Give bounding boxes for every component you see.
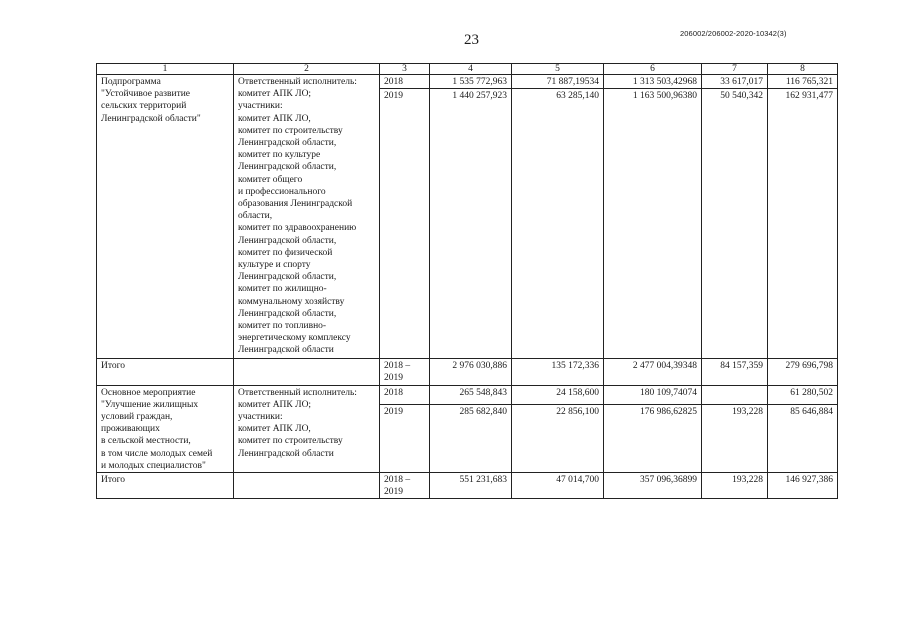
year-cell: 2019 <box>380 89 430 359</box>
measure-executors: Ответственный исполнитель: комитет АПК ЛО; участники: комитет АПК ЛО, комитет по строительству Ленинградской области <box>234 385 380 472</box>
empty-cell <box>234 359 380 385</box>
local-cell: 84 157,359 <box>702 359 768 385</box>
year-range-cell: 2018 – 2019 <box>380 359 430 385</box>
other-cell: 279 696,798 <box>768 359 838 385</box>
document-id: 206002/206002-2020-10342(3) <box>680 29 787 38</box>
page-number: 23 <box>464 32 479 48</box>
total-cell: 285 682,840 <box>430 405 512 473</box>
measure-name: Основное мероприятие "Улучшение жилищных условий граждан, проживающих в сельской местности, в том числе молодых семей и молодых специалистов" <box>97 385 234 472</box>
local-cell <box>702 385 768 404</box>
regional-cell: 176 986,62825 <box>604 405 702 473</box>
federal-cell: 22 856,100 <box>512 405 604 473</box>
empty-cell <box>234 473 380 499</box>
federal-cell: 71 887,19534 <box>512 75 604 89</box>
other-cell: 162 931,477 <box>768 89 838 359</box>
year-cell: 2018 <box>380 75 430 89</box>
column-header: 6 <box>604 64 702 75</box>
other-cell: 146 927,386 <box>768 473 838 499</box>
total-label: Итого <box>97 359 234 385</box>
column-header: 5 <box>512 64 604 75</box>
federal-cell: 47 014,700 <box>512 473 604 499</box>
table-row-total <box>97 359 838 385</box>
total-label: Итого <box>97 473 234 499</box>
regional-cell: 1 163 500,96380 <box>604 89 702 359</box>
total-cell: 551 231,683 <box>430 473 512 499</box>
subprogram-name: Подпрограмма "Устойчивое развитие сельских территорий Ленинградской области" <box>97 75 234 359</box>
other-cell: 61 280,502 <box>768 385 838 404</box>
column-header: 4 <box>430 64 512 75</box>
total-cell: 2 976 030,886 <box>430 359 512 385</box>
regional-cell: 2 477 004,39348 <box>604 359 702 385</box>
federal-cell: 135 172,336 <box>512 359 604 385</box>
column-header: 3 <box>380 64 430 75</box>
federal-cell: 63 285,140 <box>512 89 604 359</box>
other-cell: 116 765,321 <box>768 75 838 89</box>
column-header: 7 <box>702 64 768 75</box>
local-cell: 33 617,017 <box>702 75 768 89</box>
column-header: 8 <box>768 64 838 75</box>
total-cell: 1 440 257,923 <box>430 89 512 359</box>
local-cell: 50 540,342 <box>702 89 768 359</box>
table-row <box>97 385 838 404</box>
column-header: 2 <box>234 64 380 75</box>
local-cell: 193,228 <box>702 405 768 473</box>
local-cell: 193,228 <box>702 473 768 499</box>
total-cell: 1 535 772,963 <box>430 75 512 89</box>
regional-cell: 357 096,36899 <box>604 473 702 499</box>
regional-cell: 180 109,74074 <box>604 385 702 404</box>
table-row <box>97 75 838 89</box>
budget-table <box>96 63 838 499</box>
year-cell: 2019 <box>380 405 430 473</box>
total-cell: 265 548,843 <box>430 385 512 404</box>
other-cell: 85 646,884 <box>768 405 838 473</box>
year-cell: 2018 <box>380 385 430 404</box>
column-header: 1 <box>97 64 234 75</box>
federal-cell: 24 158,600 <box>512 385 604 404</box>
year-range-cell: 2018 – 2019 <box>380 473 430 499</box>
subprogram-executors: Ответственный исполнитель: комитет АПК ЛО; участники: комитет АПК ЛО, комитет по строительству Ленинградской области, комитет по культуре Ленинградской области, комитет общего и профессионального образования Ленинградской области, комитет по здравоохранению Ленинградской области, комитет по физической культуре и спорту Ленинградской области, комитет по жилищно- коммунальному хозяйству Ленинградской области, комитет по топливно- энергетическому комплексу Ленинградской области <box>234 75 380 359</box>
table-row-total <box>97 473 838 499</box>
table-header-row <box>97 64 838 75</box>
regional-cell: 1 313 503,42968 <box>604 75 702 89</box>
